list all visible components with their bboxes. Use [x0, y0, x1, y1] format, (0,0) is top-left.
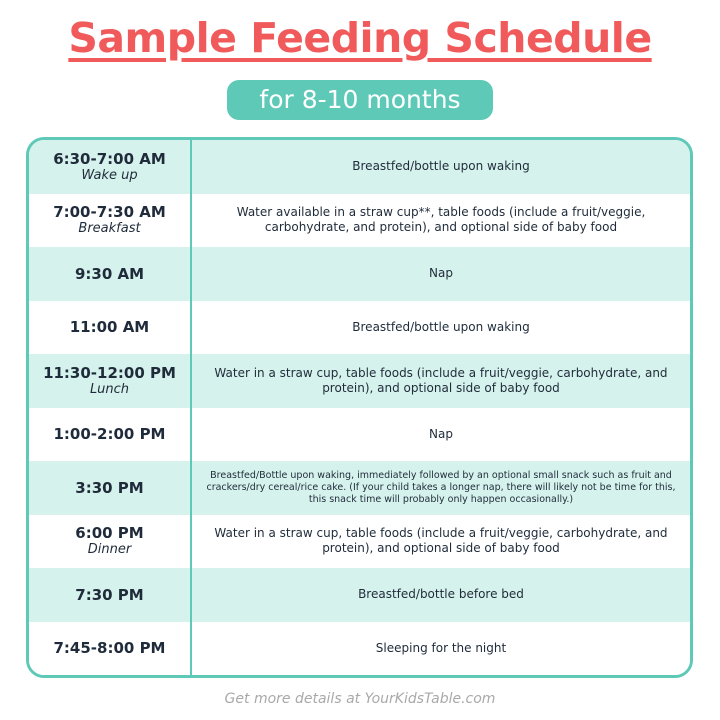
description-cell: Sleeping for the night: [375, 640, 507, 655]
time-cell: [29, 140, 192, 194]
description-cell: Breastfed/bottle before bed: [358, 587, 524, 602]
time-cell: [29, 408, 192, 462]
table-row: [29, 194, 690, 248]
description-cell: Nap: [429, 266, 453, 281]
time-label: 1:00-2:00 PM: [53, 425, 166, 444]
time-label: 7:00-7:30 AM: [53, 203, 166, 222]
time-cell: [29, 194, 192, 248]
description-cell: Nap: [429, 426, 453, 441]
page-title: Sample Feeding Schedule: [68, 14, 652, 62]
time-label: 6:30-7:00 AM: [53, 149, 166, 168]
meal-label: Lunch: [89, 381, 130, 397]
table-row: [29, 408, 690, 462]
time-cell: [29, 622, 192, 676]
time-cell: [29, 515, 192, 569]
time-label: 3:30 PM: [75, 478, 144, 497]
description-cell: Breastfed/bottle upon waking: [352, 319, 530, 334]
table-row: [29, 301, 690, 355]
time-label: 11:30-12:00 PM: [43, 363, 176, 382]
table-row: [29, 568, 690, 622]
table-row: [29, 622, 690, 676]
schedule-table: [26, 137, 693, 678]
meal-label: Dinner: [87, 542, 132, 558]
table-row: [29, 461, 690, 515]
table-row: [29, 140, 690, 194]
description-cell: Breastfed/Bottle upon waking, immediately followed by an optional small snack such as fruit and crackers/dry cereal/rice cake. (If your child takes a longer nap, there will likely not be time for this, this snack time will probably only happen occasionally.): [206, 469, 676, 505]
age-range-badge: for 8-10 months: [227, 80, 493, 120]
time-cell: [29, 568, 192, 622]
time-cell: [29, 354, 192, 408]
time-label: 9:30 AM: [74, 264, 145, 283]
footer-credit: Get more details at YourKidsTable.com: [224, 691, 496, 707]
time-label: 11:00 AM: [69, 318, 150, 337]
time-label: 6:00 PM: [75, 524, 144, 543]
time-label: 7:45-8:00 PM: [53, 639, 166, 658]
description-cell: Breastfed/bottle upon waking: [352, 159, 530, 174]
meal-label: Breakfast: [78, 221, 141, 237]
description-cell: Water available in a straw cup**, table foods (include a fruit/veggie, carbohydrate, and protein), and optional side of baby food: [236, 205, 646, 235]
table-row: [29, 247, 690, 301]
description-cell: Water in a straw cup, table foods (include a fruit/veggie, carbohydrate, and protein), and optional side of baby food: [214, 526, 668, 556]
meal-label: Wake up: [81, 167, 138, 183]
description-cell: Water in a straw cup, table foods (include a fruit/veggie, carbohydrate, and protein), and optional side of baby food: [214, 365, 668, 395]
time-cell: [29, 301, 192, 355]
table-row: [29, 515, 690, 569]
time-label: 7:30 PM: [75, 585, 144, 604]
time-cell: [29, 461, 192, 515]
time-cell: [29, 247, 192, 301]
table-row: [29, 354, 690, 408]
